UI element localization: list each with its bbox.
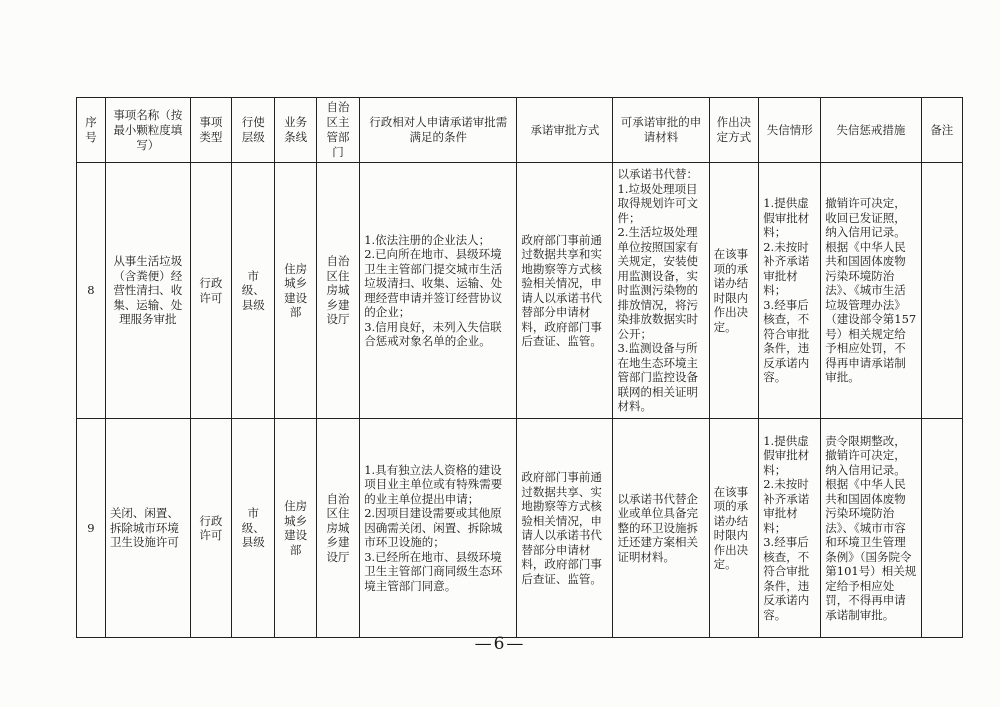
header-cell: 承诺审批方式 [517,98,613,163]
competent-department: 自治区住房城乡建设厅 [316,419,359,638]
approval-method: 政府部门事前通过数据共享和实地勘察等方式核验相关情况，申请人以承诺书代替部分申请材料，政府部门事后查证、监管。 [517,163,613,419]
approval-method: 政府部门事前通过数据共享、实地勘察等方式核验相关情况，申请人以承诺书代替部分申请材料，政府部门事后查证、监管。 [517,419,613,638]
approval-conditions: 1.依法注册的企业法人； 2.已向所在地市、县级环境卫生主管部门提交城市生活垃圾清扫、收集、运输、处理经营申请并签订经营协议的企业； 3.信用良好，未列入失信联合惩戒对象名单的企业。 [360,163,517,419]
item-type: 行政许可 [190,163,231,419]
header-cell: 作出决定方式 [709,98,759,163]
table-row [77,163,963,419]
item-name: 从事生活垃圾（含粪便）经营性清扫、收集、运输、处理服务审批 [105,163,190,419]
header-cell: 可承诺审批的申请材料 [613,98,709,163]
decision-method: 在该事项的承诺办结时限内作出决定。 [709,419,759,638]
row-number: 8 [77,163,106,419]
header-cell: 事项名称（按最小颗粒度填写） [105,98,190,163]
exercise-level: 市级、县级 [232,419,275,638]
row-number: 9 [77,419,106,638]
header-cell: 失信情形 [759,98,821,163]
table-row [77,419,963,638]
business-line: 住房城乡建设部 [275,163,316,419]
competent-department: 自治区住房城乡建设厅 [316,163,359,419]
page-number: —6— [474,634,526,654]
punishment-measures: 责令限期整改，撤销许可决定，纳入信用记录。根据《中华人民共和国固体废物污染环境防治法》、《城市市容和环境卫生管理条例》（国务院令第101号）相关规定给予相应处罚，不得再申请承诺制审批。 [821,419,921,638]
header-cell: 业务条线 [275,98,316,163]
header-cell: 序号 [77,98,106,163]
application-materials: 以承诺书代替： 1.垃圾处理项目取得规划许可文件； 2.生活垃圾处理单位按照国家有关规定，安装使用监测设备，实时监测污染物的排放情况，将污染排放数据实时公开； 3.监测设备与所在地生态环境主管部门监控设备联网的相关证明材料。 [613,163,709,419]
remarks [921,163,962,419]
exercise-level: 市级、县级 [232,163,275,419]
header-cell: 备注 [921,98,962,163]
header-cell: 行政相对人申请承诺审批需满足的条件 [360,98,517,163]
remarks [921,419,962,638]
business-line: 住房城乡建设部 [275,419,316,638]
approval-conditions: 1.具有独立法人资格的建设项目业主单位或有特殊需要的业主单位提出申请； 2.因项目建设需要或其他原因确需关闭、闲置、拆除城市环卫设施的； 3.已经所在地市、县级环境卫生主管部门商同级生态环境主管部门同意。 [360,419,517,638]
application-materials: 以承诺书代替企业或单位具备完整的环卫设施拆迁还建方案相关证明材料。 [613,419,709,638]
header-cell: 事项类型 [190,98,231,163]
header-cell: 失信惩戒措施 [821,98,921,163]
breach-situations: 1.提供虚假审批材料； 2.未按时补齐承诺审批材料； 3.经事后核查，不符合审批条件，违反承诺内容。 [759,163,821,419]
breach-situations: 1.提供虚假审批材料； 2.未按时补齐承诺审批材料； 3.经事后核查，不符合审批条件，违反承诺内容。 [759,419,821,638]
approval-items-table [76,97,963,638]
punishment-measures: 撤销许可决定，收回已发证照，纳入信用记录。根据《中华人民共和国固体废物污染环境防治法》、《城市生活垃圾管理办法》（建设部令第157号）相关规定给予相应处罚，不得再申请承诺制审批。 [821,163,921,419]
decision-method: 在该事项的承诺办结时限内作出决定。 [709,163,759,419]
item-name: 关闭、闲置、拆除城市环境卫生设施许可 [105,419,190,638]
item-type: 行政许可 [190,419,231,638]
header-cell: 行使层级 [232,98,275,163]
table-header-row [77,98,963,163]
header-cell: 自治区主管部门 [316,98,359,163]
